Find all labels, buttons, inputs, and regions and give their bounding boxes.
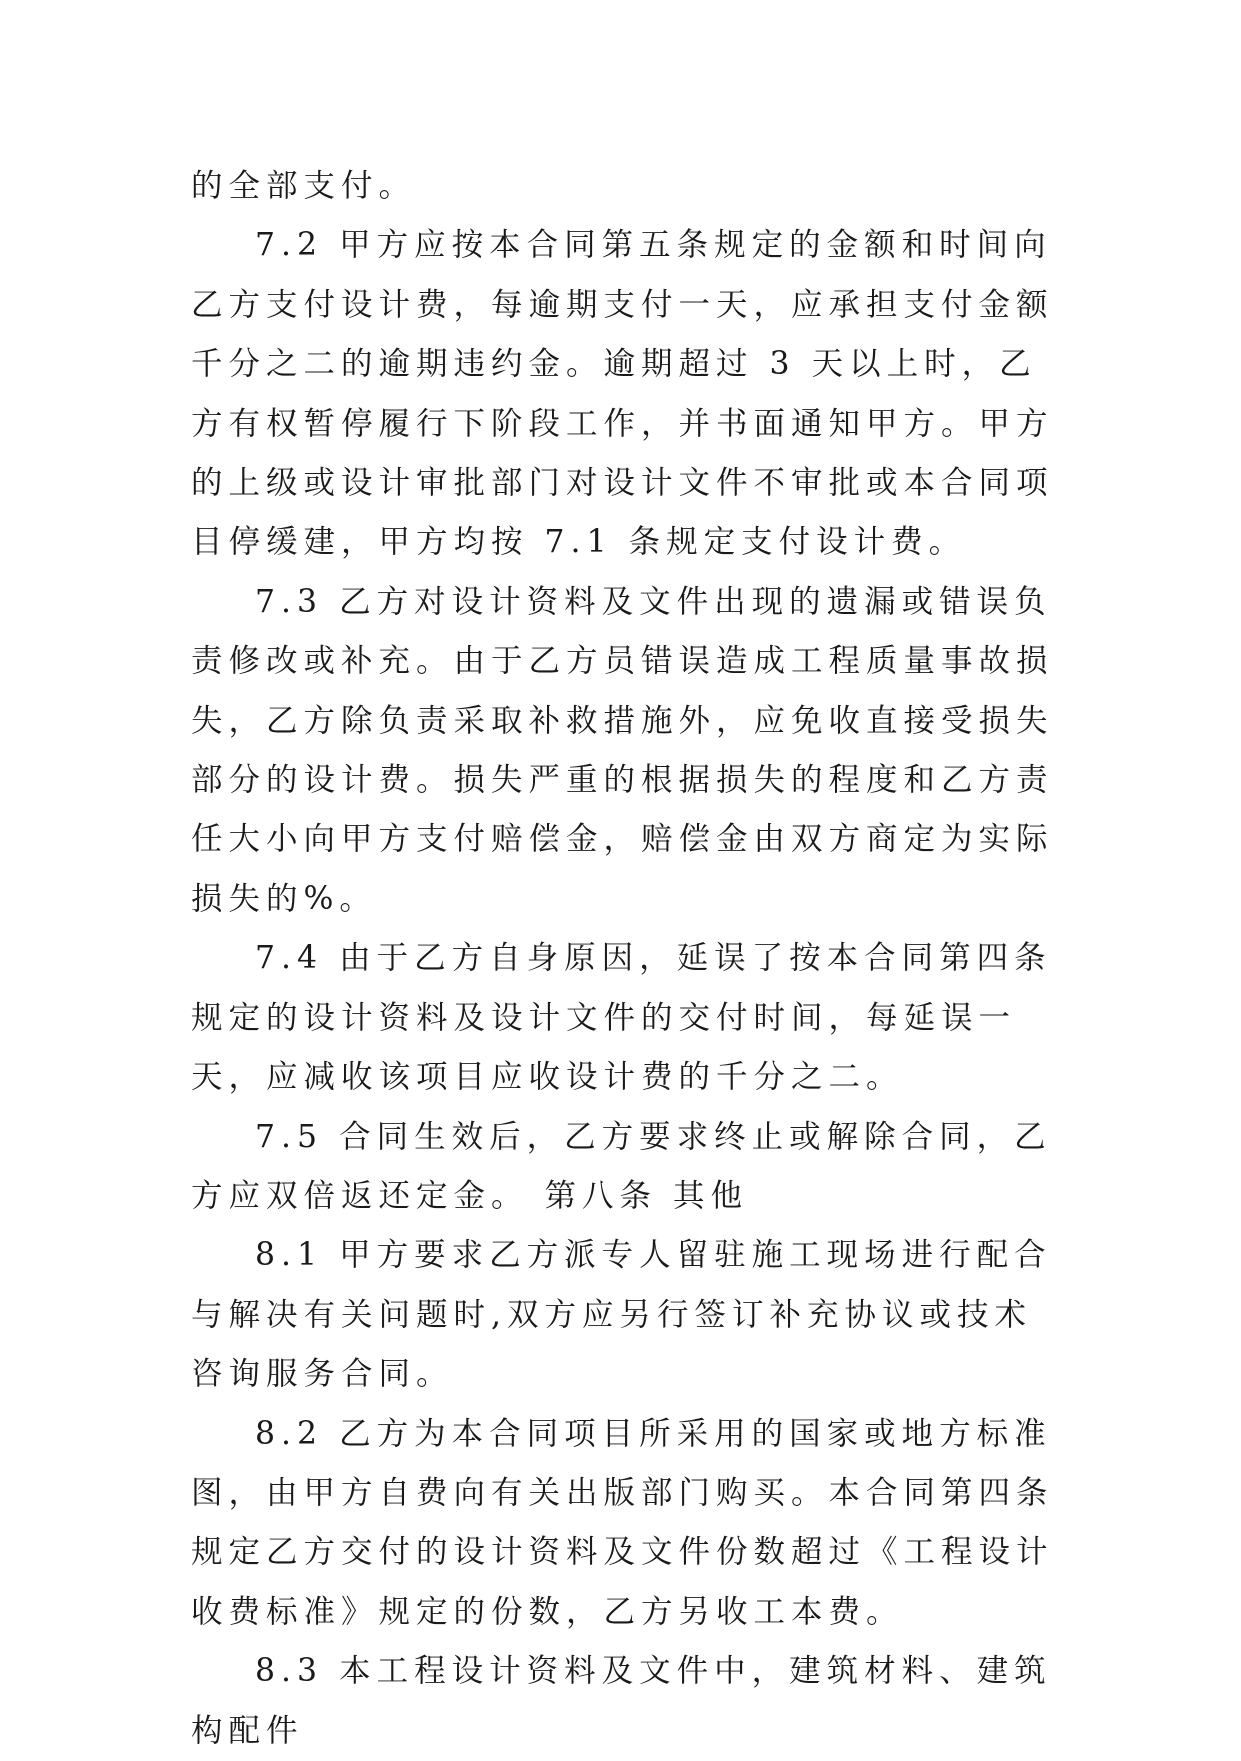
- paragraph-8-3: 8.3 本工程设计资料及文件中，建筑材料、建筑构配件: [191, 1653, 1052, 1749]
- paragraph-8-1: 8.1 甲方要求乙方派专人留驻施工现场进行配合与解决有关问题时,双方应另行签订补充协议或技术咨询服务合同。: [191, 1237, 1052, 1393]
- document-body: [191, 157, 1061, 1761]
- paragraph-7-5: 7.5 合同生效后，乙方要求终止或解除合同，乙方应双倍返还定金。 第八条 其他: [191, 1118, 1052, 1214]
- paragraph-8-2: 8.2 乙方为本合同项目所采用的国家或地方标准图，由甲方自费向有关出版部门购买。本合同第四条规定乙方交付的设计资料及文件份数超过《工程设计收费标准》规定的份数，乙方另收工本费。: [191, 1415, 1054, 1630]
- paragraph-continuation: 的全部支付。: [191, 168, 417, 204]
- paragraph-7-2: 7.2 甲方应按本合同第五条规定的金额和时间向乙方支付设计费，每逾期支付一天，应承担支付金额千分之二的逾期违约金。逾期超过 3 天以上时，乙方有权暂停履行下阶段工作，并书面通知甲方。甲方的上级或设计审批部门对设计文件不审批或本合同项目停缓建，甲方均按 7.1 条规定支付设计费。: [191, 227, 1054, 561]
- paragraph-7-3: 7.3 乙方对设计资料及文件出现的遗漏或错误负责修改或补充。由于乙方员错误造成工程质量事故损失，乙方除负责采取补救措施外，应免收直接受损失部分的设计费。损失严重的根据损失的程度和乙方责任大小向甲方支付赔偿金，赔偿金由双方商定为实际损失的%。: [191, 583, 1054, 917]
- paragraph-7-4: 7.4 由于乙方自身原因，延误了按本合同第四条规定的设计资料及设计文件的交付时间，每延误一天，应减收该项目应收设计费的千分之二。: [191, 940, 1052, 1096]
